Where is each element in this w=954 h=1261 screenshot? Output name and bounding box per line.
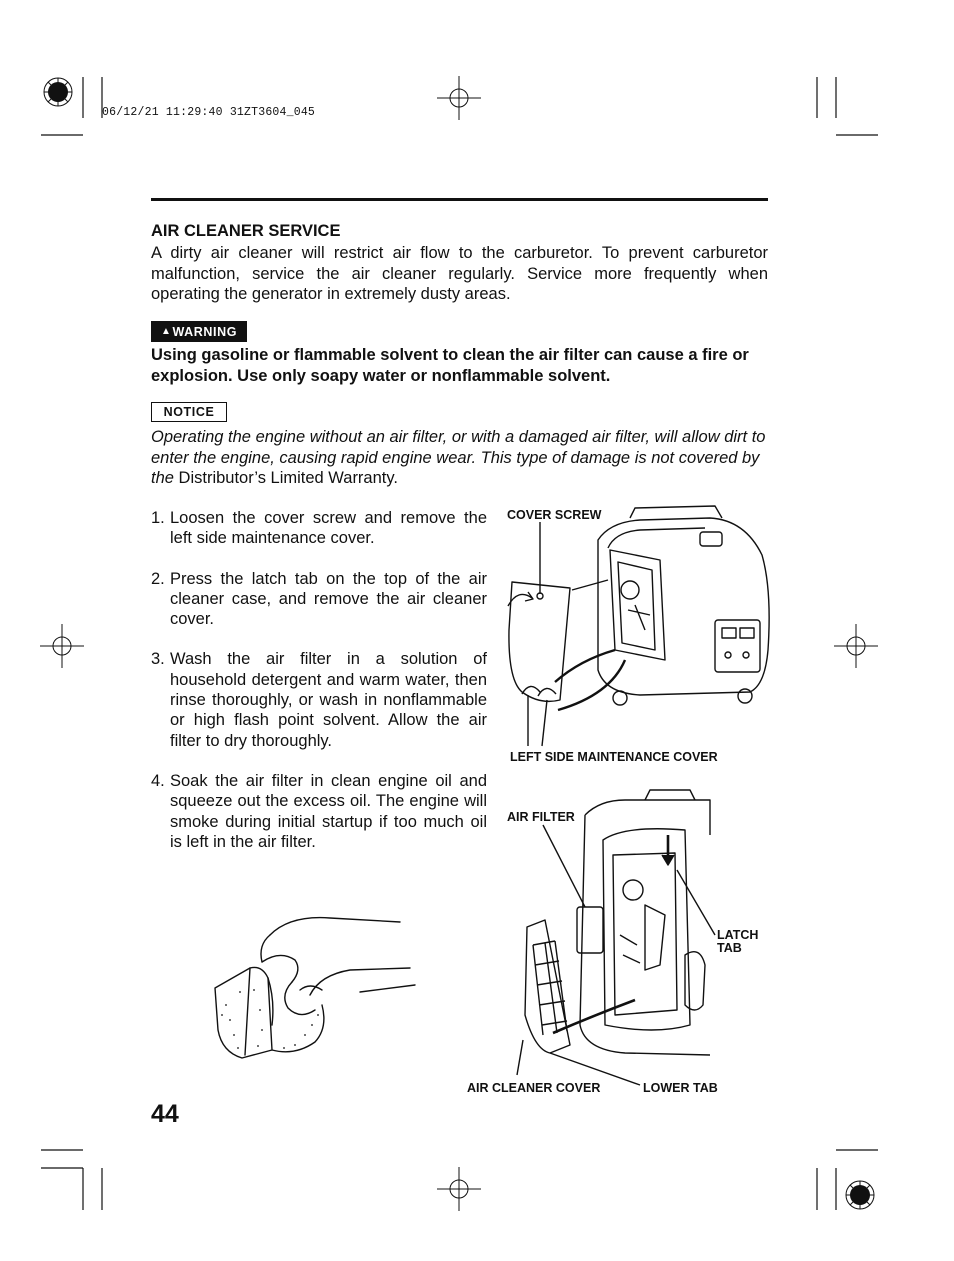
label-latch: LATCH — [717, 928, 759, 942]
steps-list — [151, 508, 487, 872]
page-number: 44 — [151, 1100, 179, 1128]
label-air-cleaner-cover: AIR CLEANER COVER — [467, 1081, 601, 1095]
label-lower-tab: LOWER TAB — [643, 1081, 718, 1095]
label-air-filter: AIR FILTER — [507, 810, 575, 824]
notice-text — [151, 427, 771, 489]
list-item — [151, 771, 487, 852]
warning-badge-label: WARNING — [172, 324, 238, 339]
notice-text-italic: Operating the engine without an air filter, or with a damaged air filter, will allow dirt to enter the engine, causing rapid engine wear. This type of damage is not covered by the — [151, 428, 766, 487]
step-number: 3. — [151, 650, 165, 669]
intro-paragraph: A dirty air cleaner will restrict air flow to the carburetor. To prevent carburetor malfunction, service the air cleaner regularly. Service more frequently when operating the generator in extremely dusty areas. — [151, 244, 768, 303]
step-number: 1. — [151, 509, 165, 527]
step-text: Soak the air filter in clean engine oil and squeeze out the excess oil. The engine will smoke during initial startup if too much oil is left in the air filter. — [170, 771, 487, 851]
step-text: Wash the air filter in a solution of household detergent and warm water, then rinse thoroughly, or wash in nonflammable or high flash point solvent. Allow the air filter to dry thoroughly. — [170, 650, 487, 750]
list-item — [151, 508, 487, 549]
label-cover-screw: COVER SCREW — [507, 508, 602, 522]
step-number: 4. — [151, 771, 165, 790]
registration-target-bottom — [846, 1181, 874, 1209]
header-rule — [151, 198, 768, 201]
step-text: Press the latch tab on the top of the air cleaner case, and remove the air cleaner cover. — [170, 569, 487, 629]
warning-text: Using gasoline or flammable solvent to clean the air filter can cause a fire or explosion. Use only soapy water or nonflammable solvent. — [151, 346, 749, 385]
warning-badge — [151, 321, 247, 342]
warning-triangle-icon: ▲ — [160, 326, 172, 337]
notice-badge: NOTICE — [151, 402, 227, 422]
list-item — [151, 649, 487, 750]
label-left-side-cover: LEFT SIDE MAINTENANCE COVER — [510, 750, 718, 764]
label-tab: TAB — [717, 941, 742, 955]
print-code: 06/12/21 11:29:40 31ZT3604_045 — [102, 106, 316, 119]
notice-text-regular: Distributor’s Limited Warranty. — [178, 469, 398, 487]
hand-squeezing-filter-illustration — [210, 910, 420, 1060]
generator-cover-illustration — [500, 510, 780, 720]
section-title: AIR CLEANER SERVICE — [151, 222, 341, 240]
step-text: Loosen the cover screw and remove the left side maintenance cover. — [170, 509, 487, 548]
step-number: 2. — [151, 569, 165, 588]
registration-target-top — [44, 78, 72, 106]
list-item — [151, 569, 487, 630]
